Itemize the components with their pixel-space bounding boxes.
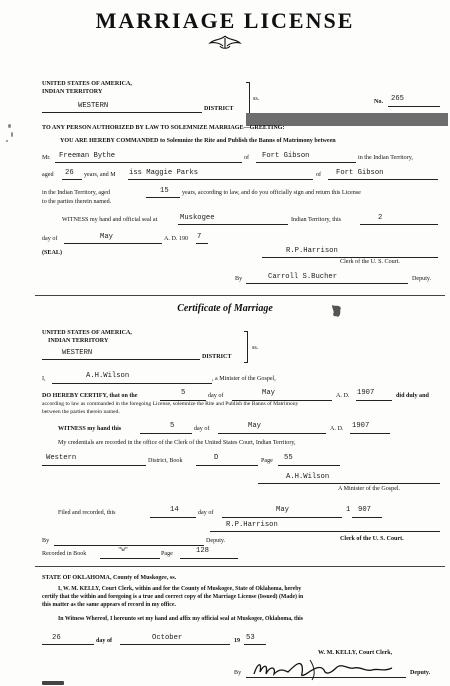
scan-speck xyxy=(8,124,11,128)
years-and-text: years, and M xyxy=(84,172,116,178)
license-bracket xyxy=(246,82,250,114)
cert-territory: INDIAN TERRITORY xyxy=(48,338,109,344)
ok-para-line3: this matter as the same appears of record in my office. xyxy=(42,602,176,608)
ok-month-line xyxy=(120,644,230,645)
bride-name: iss Maggie Parks xyxy=(129,169,199,177)
bride-town: Fort Gibson xyxy=(336,169,384,177)
according-text: according to law as commanded in the foregoing License, solemnize the Rite and Publish the Banns of Matrimony xyxy=(42,401,299,407)
wit-day: 5 xyxy=(170,422,175,430)
ok-deputy-label: Deputy. xyxy=(410,670,431,676)
wit-month-line xyxy=(218,433,326,434)
cert-district-label: DISTRICT xyxy=(202,354,232,360)
witness-day-line xyxy=(360,224,438,225)
scan-speck xyxy=(42,681,64,685)
cert-year: 1907 xyxy=(357,389,375,397)
do-certify-text: DO HEREBY CERTIFY, that on the xyxy=(42,393,138,399)
license-district-label: DISTRICT xyxy=(204,106,234,112)
cert-i-label: I, xyxy=(42,376,46,382)
seal-text: (SEAL) xyxy=(42,250,62,256)
witness-month: May xyxy=(100,233,113,241)
witness-month-line xyxy=(64,243,162,244)
district-line xyxy=(42,112,202,113)
cred-district-value: Western xyxy=(46,454,77,462)
greeting-text: TO ANY PERSON AUTHORIZED BY LAW TO SOLEMNIZE MARRIAGE—GREETING: xyxy=(42,125,285,131)
cert-bracket xyxy=(244,331,248,363)
license-no-value: 265 xyxy=(391,95,404,103)
cert-day: 5 xyxy=(181,389,186,397)
ok-year-line xyxy=(244,644,266,645)
cert-day-of: day of xyxy=(208,393,224,399)
clerk-name: R.P.Harrison xyxy=(286,247,338,255)
witness-hand-text: WITNESS my hand this xyxy=(58,426,122,432)
filed-year-line xyxy=(352,517,382,518)
witness-place: Muskogee xyxy=(180,214,215,222)
filing-deputy-line xyxy=(54,545,204,546)
clerk-title: Clerk of the U. S. Court. xyxy=(340,259,400,265)
filing-clerk-name: R.P.Harrison xyxy=(226,521,278,529)
recorded-page-line xyxy=(180,558,238,559)
groom-age-line xyxy=(62,179,82,180)
to-parties-text: to the parties therein named. xyxy=(42,199,112,205)
recorded-label: Recorded in Book xyxy=(42,551,87,557)
stamp-mark-icon xyxy=(330,302,344,322)
groom-age: 26 xyxy=(65,169,74,177)
minister-name: A.H.Wilson xyxy=(86,372,130,380)
license-ss: ss. xyxy=(253,96,260,102)
wit-month: May xyxy=(248,422,261,430)
cred-district-line xyxy=(42,465,146,466)
filed-month: May xyxy=(276,506,289,514)
wit-day-line xyxy=(140,433,192,434)
section-separator-2 xyxy=(35,566,445,567)
witness-place-line xyxy=(178,224,288,225)
ok-para-line1: I, W. M. KELLY, Court Clerk, within and for the County of Muskogee, State of Oklahoma, hereby xyxy=(58,586,302,592)
years-return-text: years, according to law, and do you officially sign and return this License xyxy=(182,190,361,196)
groom-name: Freeman Bythe xyxy=(59,152,116,160)
book-value: D xyxy=(214,454,219,462)
indian-territory-this-text: Indian Territory, this xyxy=(291,217,342,223)
of-label: of xyxy=(244,155,250,161)
witness-year-line xyxy=(196,243,208,244)
filed-year: 907 xyxy=(358,506,371,514)
minister-of-text: , a Minister of the Gospel, xyxy=(212,376,276,382)
deputy-label: Deputy. xyxy=(412,276,432,282)
wit-year-line xyxy=(350,433,390,434)
recorded-page-value: 128 xyxy=(196,547,209,555)
district-book-text: District, Book xyxy=(148,458,183,464)
did-duly-text: did duly and xyxy=(396,393,429,399)
scan-speck xyxy=(6,140,8,142)
cert-district-line xyxy=(42,359,200,360)
filed-day-of: day of xyxy=(198,510,214,516)
cert-month: May xyxy=(262,389,275,397)
groom-town-line xyxy=(256,162,356,163)
ok-month: October xyxy=(152,634,183,642)
witness-day: 2 xyxy=(378,214,383,222)
page-label: Page xyxy=(261,458,273,464)
license-territory: INDIAN TERRITORY xyxy=(42,89,103,95)
groom-line xyxy=(55,162,242,163)
ok-by-label: By xyxy=(234,670,242,676)
license-district-value: WESTERN xyxy=(78,102,109,110)
ok-para-line2: certify that the within and foregoing is a true and correct copy of the Marriage License (Issued) (Made) in xyxy=(42,594,304,600)
document-title: MARRIAGE LICENSE xyxy=(95,8,355,33)
handwritten-signature-icon xyxy=(250,656,400,682)
minister-title: A Minister of the Gospel. xyxy=(338,486,401,492)
deputy-line xyxy=(246,283,408,284)
filed-day: 14 xyxy=(170,506,179,514)
ok-year-prefix: 19 xyxy=(234,638,241,644)
wit-year: 1907 xyxy=(352,422,370,430)
page-value: 55 xyxy=(284,454,293,462)
filed-year-prefix: 1 xyxy=(346,506,351,514)
ok-day: 26 xyxy=(52,634,61,642)
filing-deputy-label: Deputy. xyxy=(206,538,226,544)
filed-label: Filed and recorded, this xyxy=(58,510,116,516)
filing-by-label: By xyxy=(42,538,50,544)
witness-text: WITNESS my hand and official seal at xyxy=(62,217,158,223)
section-separator xyxy=(35,295,445,296)
bride-territory-aged-text: in the Indian Territory, aged xyxy=(42,190,110,196)
certificate-heading: Certificate of Marriage xyxy=(177,303,273,314)
bride-of-label: of xyxy=(316,172,322,178)
ok-day-line xyxy=(42,644,94,645)
by-label: By xyxy=(235,276,243,282)
page-line xyxy=(278,465,340,466)
filing-clerk-line xyxy=(210,531,440,532)
minister-signature-line xyxy=(258,483,440,484)
cert-year-line xyxy=(356,400,392,401)
clerk-line xyxy=(262,257,438,258)
between-text: between the parties therein named. xyxy=(42,409,120,415)
minister-signature: A.H.Wilson xyxy=(286,473,330,481)
wit-day-of: day of xyxy=(194,426,210,432)
wit-ad: A. D. xyxy=(330,426,344,432)
filed-month-line xyxy=(222,517,342,518)
witness-whereof-text: In Witness Whereof, I hereunto set my hand and affix my official seal at Muskogee, Oklahoma, this xyxy=(58,616,304,622)
cert-country: UNITED STATES OF AMERICA, xyxy=(42,330,132,336)
recorded-book-line xyxy=(100,558,160,559)
scan-speck xyxy=(11,132,13,137)
ok-day-of: day of xyxy=(96,638,113,644)
mr-label: Mr. xyxy=(42,155,51,161)
aged-label: aged xyxy=(42,172,54,178)
cert-district-value: WESTERN xyxy=(62,349,93,357)
minister-line xyxy=(52,383,212,384)
license-no-label: No. xyxy=(374,99,383,105)
bride-line xyxy=(128,179,313,180)
groom-town: Fort Gibson xyxy=(262,152,310,160)
witness-year-digit: 7 xyxy=(197,233,202,241)
day-of-label: day of xyxy=(42,236,58,242)
no-line xyxy=(388,106,440,107)
ad-label: A. D. 190 xyxy=(164,236,189,242)
command-text: YOU ARE HEREBY COMMANDED to Solemnize the Rite and Publish the Banns of Matrimony between xyxy=(60,138,336,144)
filing-clerk-title: Clerk of the U. S. Court. xyxy=(340,536,404,542)
recorded-book-value: "W" xyxy=(118,546,129,553)
ornament-flourish-icon xyxy=(200,34,250,50)
state-line: STATE OF OKLAHOMA, County of Muskogee, ss. xyxy=(42,575,177,581)
in-indian-territory-text: in the Indian Territory, xyxy=(358,155,413,161)
bride-age-line xyxy=(146,197,180,198)
cert-ad: A. D. xyxy=(336,393,350,399)
license-country: UNITED STATES OF AMERICA, xyxy=(42,81,132,87)
deputy-name: Carroll S.Bucher xyxy=(268,273,338,281)
credentials-text: My credentials are recorded in the office of the Clerk of the United States Court, Indian Territory, xyxy=(58,440,296,446)
bride-age: 15 xyxy=(160,187,169,195)
book-line xyxy=(196,465,258,466)
bride-town-line xyxy=(328,179,438,180)
ok-clerk-line: W. M. KELLY, Court Clerk, xyxy=(318,650,393,656)
recorded-page-label: Page xyxy=(161,551,173,557)
cert-ss: ss. xyxy=(252,345,259,351)
filed-day-line xyxy=(150,517,196,518)
ok-year: 53 xyxy=(246,634,255,642)
